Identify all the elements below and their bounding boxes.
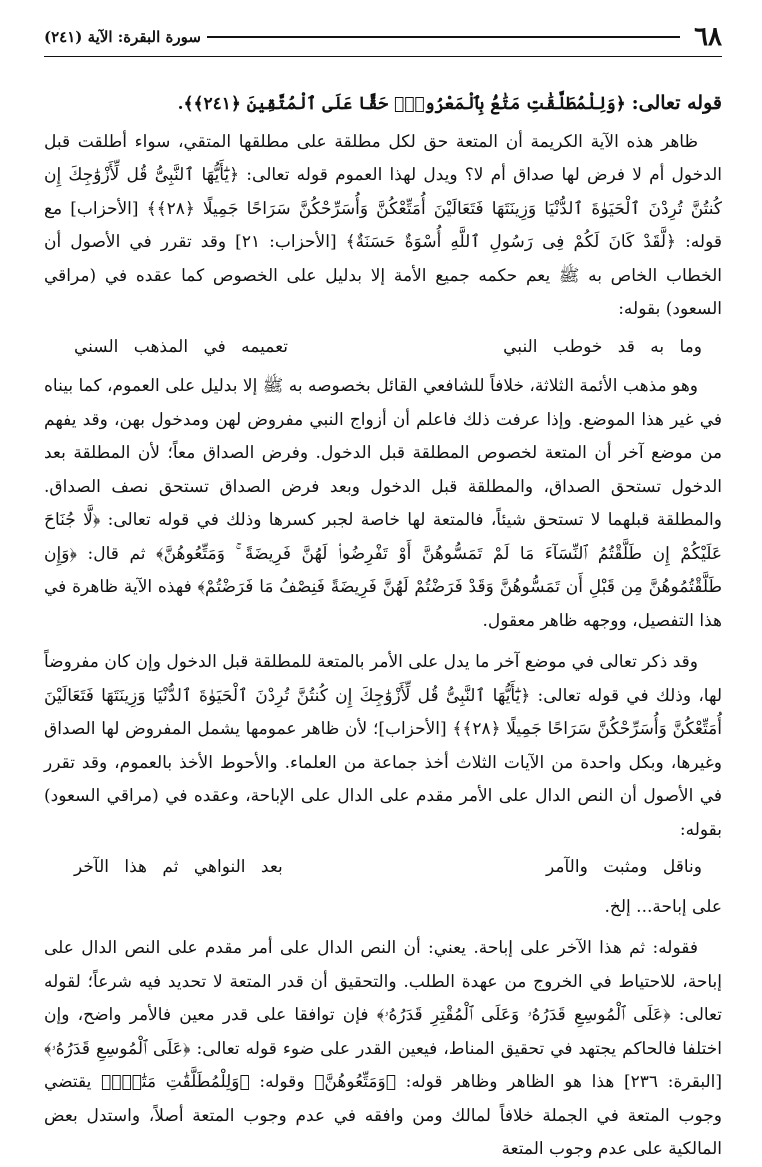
heading-verse: ﴿وَلِلْمُطَلَّقَٰتِ مَتَٰعُۢ بِٱلْمَعْرُوفِۖ حَقًّا عَلَى ٱلْمُتَّقِينَ ﴿٢٤١﴾﴾. [177,94,626,114]
paragraph-4: على إباحة... إلخ. [604,896,722,917]
verse-1-right: وما به قد خوطب النبي [503,336,702,357]
paragraph-1: ظاهر هذه الآية الكريمة أن المتعة حق لكل مطلقة على مطلقها المتقي، سواء أطلقت قبل الدخول أم لا فرض لها صداق أم لا؟ ويدل لهذا العموم قوله تعالى: ﴿يَٰٓأَيُّهَا ٱلنَّبِىُّ قُل لِّأَزْوَٰجِكَ إِن كُنتُنَّ تُرِدْنَ ٱلْحَيَوٰةَ ٱلدُّنْيَا وَزِينَتَهَا فَتَعَالَيْنَ أُمَتِّعْكُنَّ وَأُسَرِّحْكُنَّ سَرَاحًا جَمِيلًا ﴿٢٨﴾﴾ [الأحزاب] مع قوله: ﴿لَّقَدْ كَانَ لَكُمْ فِى رَسُولِ ٱللَّهِ أُسْوَةٌ حَسَنَةٌ﴾ [الأحزاب: ٢١] وقد تقرر في الأصول أن الخطاب الخاص به ﷺ يعم حكمه جميع الأمة إلا بدليل على الخصوص كما عقده في (مراقي السعود) بقوله: [44,131,723,319]
paragraph-5: فقوله: ثم هذا الآخر على إباحة. يعني: أن النص الدال على أمر مقدم على النص الدال على إباحة، للاحتياط في الخروج من عهدة الطلب. والتحقيق أن قدر المتعة لا تحديد فيه شرعاً؛ لقوله تعالى: ﴿عَلَى ٱلْمُوسِعِ قَدَرُهُۥ وَعَلَى ٱلْمُقْتِرِ قَدَرُهُۥ﴾ فإن توافقا على قدر معين فالأمر واضح، وإن اختلفا فالحاكم يجتهد في تحقيق المناط، فيعين القدر على ضوء قوله تعالى: ﴿عَلَى ٱلْمُوسِعِ قَدَرُهُۥ﴾ [البقرة: ٢٣٦] هذا هو الظاهر وظاهر قوله: ﴿وَمَتِّعُوهُنَّ﴾ وقوله: ﴿وَلِلْمُطَلَّقَٰتِ مَتَٰعُۢ﴾ يقتضي وجوب المتعة في الجملة خلافاً لمالك ومن وافقه في عدم وجوب المتعة أصلاً، واستدل بعض المالكية على عدم وجوب المتعة [44,938,722,1159]
running-title: سورة البقرة: الآية (٢٤١) [44,28,201,46]
header-rule [207,36,680,38]
paragraph-3: وقد ذكر تعالى في موضع آخر ما يدل على الأمر بالمتعة للمطلقة قبل الدخول وإن كان مفروضاً لها، وذلك في قوله تعالى: ﴿يَٰٓأَيُّهَا ٱلنَّبِىُّ قُل لِّأَزْوَٰجِكَ إِن كُنتُنَّ تُرِدْنَ ٱلْحَيَوٰةَ ٱلدُّنْيَا وَزِينَتَهَا فَتَعَالَيْنَ أُمَتِّعْكُنَّ وَأُسَرِّحْكُنَّ سَرَاحًا جَمِيلًا ﴿٢٨﴾﴾ [الأحزاب]؛ لأن ظاهر عمومها يشمل المفروض لها الصداق وغيرها، وبكل واحدة من الآيات الثلاث أخذ جماعة من العلماء. والأحوط الأخذ بالعموم، وقد تقرر في الأصول أن النص الدال على الأمر مقدم على الدال على الإباحة، وعقده في (مراقي السعود) بقوله: [44,652,723,840]
verse-2-left: بعد النواهي ثم هذا الآخر [74,857,283,877]
verse-2-right: وناقل ومثبت والآمر [546,857,702,877]
verse-1-left: تعميمه في المذهب السني [74,336,289,357]
header-divider [44,56,722,57]
poetry-line-1 [44,331,722,365]
heading-lead: قوله تعالى: [631,92,722,114]
running-header [44,22,722,52]
section-heading [44,87,722,122]
poetry-line-2 [44,851,722,885]
page-number: ٦٨ [694,22,722,52]
paragraph-2: وهو مذهب الأئمة الثلاثة، خلافاً للشافعي القائل بخصوصه به ﷺ إلا بدليل على العموم، كما بيناه في غير هذا الموضع. وإذا عرفت ذلك فاعلم أن أزواج النبي مفروض لهن ومدخول بهن، وقد يفهم من موضع آخر أن المتعة لخصوص المطلقة قبل الدخول. وفرض الصداق معاً؛ لأن المطلقة بعد الدخول تستحق الصداق، والمطلقة قبل الدخول وبعد فرض الصداق تستحق نصف الصداق. والمطلقة قبلهما لا تستحق شيئاً، فالمتعة لها خاصة لجبر كسرها وذلك في قوله تعالى: ﴿لَّا جُنَاحَ عَلَيْكُمْ إِن طَلَّقْتُمُ ٱلنِّسَآءَ مَا لَمْ تَمَسُّوهُنَّ أَوْ تَفْرِضُوا۟ لَهُنَّ فَرِيضَةً ۚ وَمَتِّعُوهُنَّ﴾ ثم قال: ﴿وَإِن طَلَّقْتُمُوهُنَّ مِن قَبْلِ أَن تَمَسُّوهُنَّ وَقَدْ فَرَضْتُمْ لَهُنَّ فَرِيضَةً فَنِصْفُ مَا فَرَضْتُمْ﴾ فهذه الآية ظاهرة في هذا التفصيل، ووجهه ظاهر معقول. [44,376,722,631]
